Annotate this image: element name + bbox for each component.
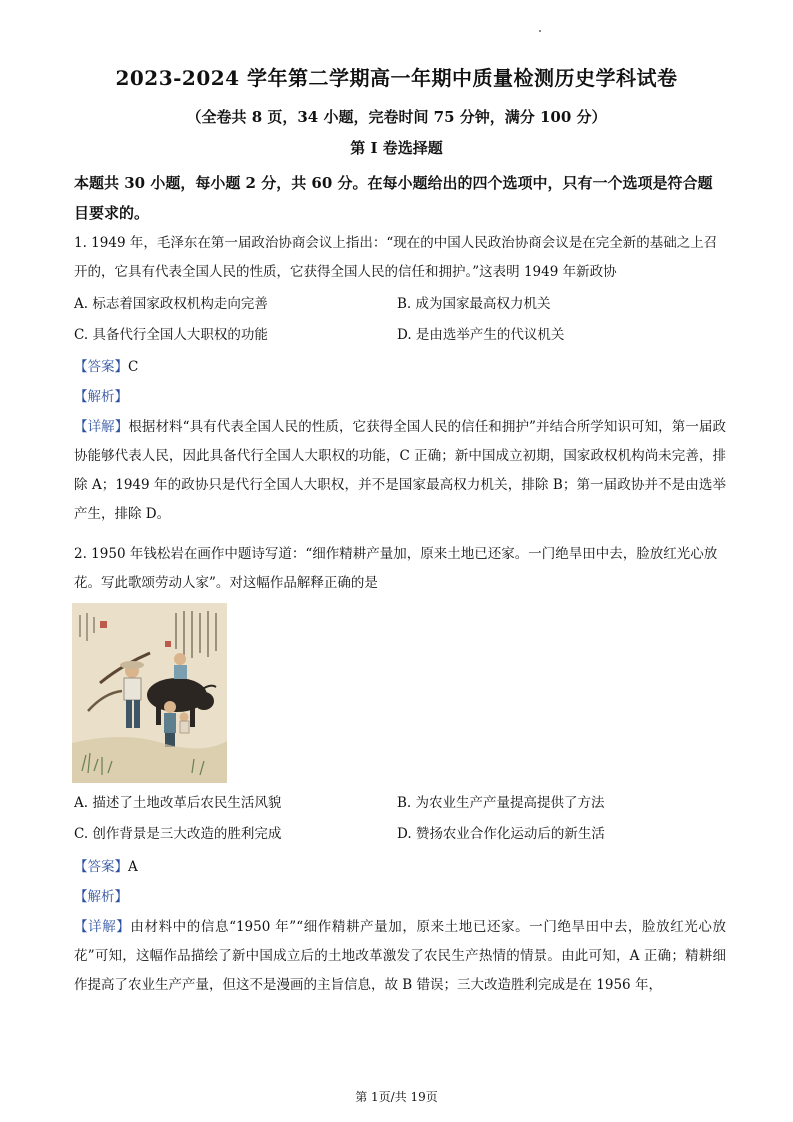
question-2-option-c[interactable]: C. 创作背景是三大改造的胜利完成 [74,826,282,842]
question-2-option-b[interactable]: B. 为农业生产产量提高提供了方法 [397,795,605,811]
painting-illustration [72,603,227,783]
analysis-label: 【解析】 [74,889,128,905]
answer-value: C [128,359,139,375]
question-2-option-d[interactable]: D. 赞扬农业合作化运动后的新生活 [397,826,605,842]
answer-label: 【答案】 [74,859,128,875]
question-1-option-d[interactable]: D. 是由选举产生的代议机关 [397,327,565,343]
detail-label: 【详解】 [74,919,131,935]
analysis-label: 【解析】 [74,389,128,405]
question-2-stem: 2. 1950 年钱松岩在画作中题诗写道：“细作精耕产量加，原来土地已还家。一门绝旱田中去，脸放红光心放花。写此歌颂劳动人家”。对这幅作品解释正确的是 [74,546,718,591]
question-2-detail [74,913,726,1000]
question-1-analysis [74,387,128,407]
question-1-option-a[interactable]: A. 标志着国家政权机构走向完善 [74,296,268,312]
detail-text: 由材料中的信息“1950 年”“细作精耕产量加，原来土地已还家。一门绝旱田中去，脸放红光心放花”可知，这幅作品描绘了新中国成立后的土地改革激发了农民生产热情的情景。由此可知，A 正确；精耕细作提高了农业生产产量，但这不是漫画的主旨信息，故 B 错误；三大改造胜利完成是在 1956 年， [74,919,726,993]
question-2-answer [74,857,138,877]
question-1-stem: 1. 1949 年，毛泽东在第一届政治协商会议上指出：“现在的中国人民政治协商会议是在完全新的基础之上召开的，它具有代表全国人民的性质，它获得全国人民的信任和拥护。”这表明 1949 年新政协 [74,235,718,280]
page-number: 第 1页/共 19页 [355,1090,438,1104]
question-2-option-a[interactable]: A. 描述了土地改革后农民生活风貌 [74,795,282,811]
section-heading: 第 I 卷选择题 [350,139,443,157]
exam-subtitle: （全卷共 8 页，34 小题，完卷时间 75 分钟，满分 100 分） [186,108,607,126]
exam-title: 2023-2024 学年第二学期高一年期中质量检测历史学科试卷 [115,66,678,90]
answer-label: 【答案】 [74,359,128,375]
answer-value: A [128,859,138,875]
painting-farmers-image [72,603,227,783]
detail-label: 【详解】 [74,419,129,435]
scan-dot [539,30,541,32]
detail-text: 根据材料“具有代表全国人民的性质，它获得全国人民的信任和拥护”并结合所学知识可知，第一届政协能够代表人民，因此具备代行全国人大职权的功能，C 正确；新中国成立初期，国家政权机构尚未完善，排除 A；1949 年的政协只是代行全国人大职权，并不是国家最高权力机关，排除 B；第一届政协并不是由选举产生，排除 D。 [74,419,726,522]
question-2-analysis [74,887,128,907]
question-1-option-b[interactable]: B. 成为国家最高权力机关 [397,296,551,312]
question-1-option-c[interactable]: C. 具备代行全国人大职权的功能 [74,327,268,343]
question-1-answer [74,357,138,377]
question-1-detail [74,413,726,529]
section-instructions: 本题共 30 小题，每小题 2 分，共 60 分。在每小题给出的四个选项中，只有一个选项是符合题目要求的。 [74,174,713,222]
